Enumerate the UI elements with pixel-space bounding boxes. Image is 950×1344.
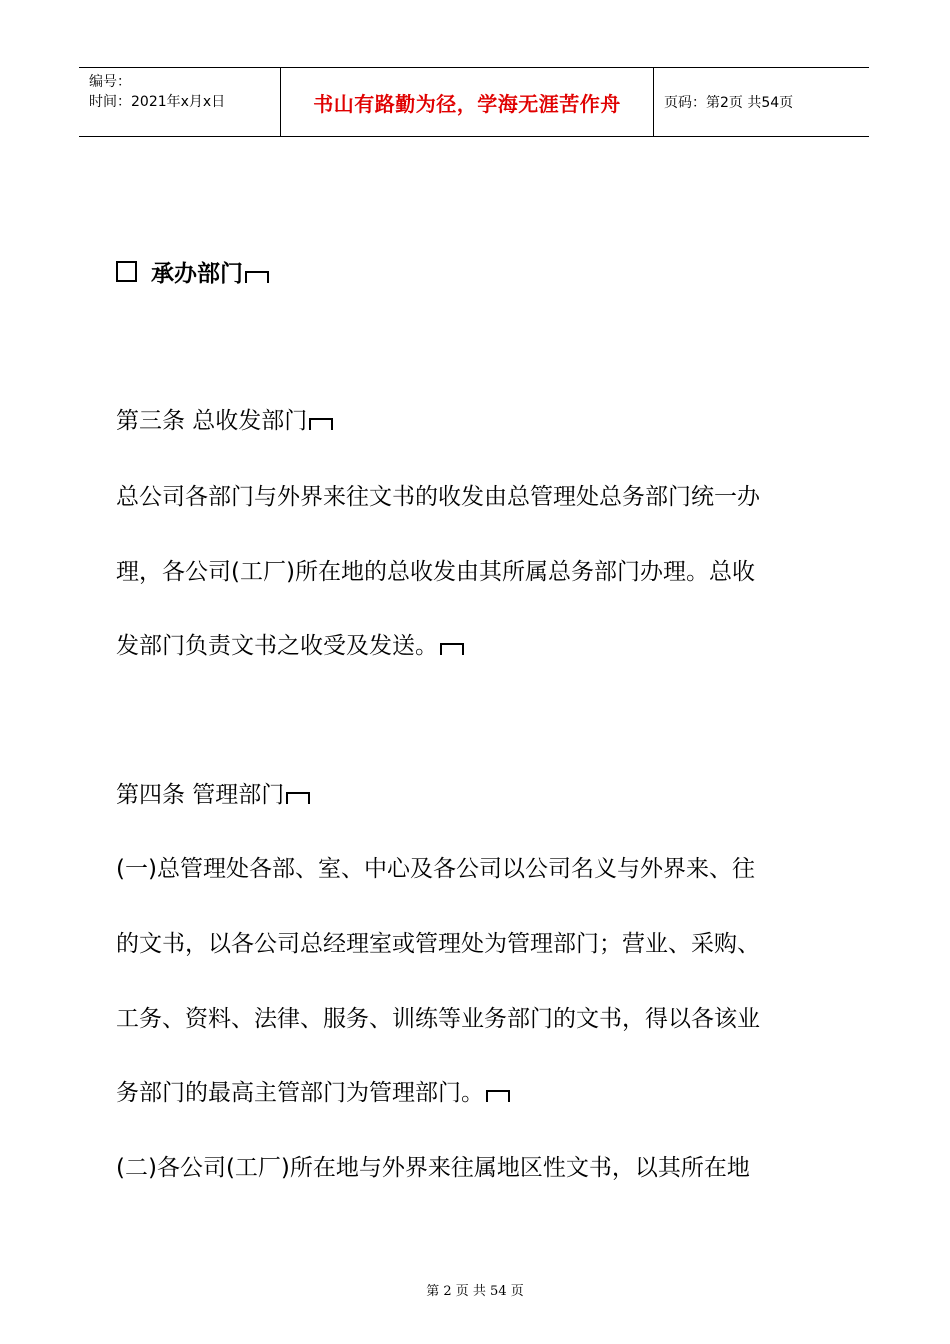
header-meta <box>89 72 225 112</box>
body-line: 总公司各部门与外界来往文书的收发由总管理处总务部门统一办 <box>116 484 760 510</box>
date-line: 时间：2021年x月x日 <box>89 94 226 110</box>
body-line <box>116 627 464 660</box>
serial-number-label: 编号： <box>89 74 131 90</box>
paragraph-mark-icon <box>309 418 333 430</box>
header-divider <box>653 68 654 136</box>
paragraph-mark-icon <box>245 271 269 283</box>
paragraph-mark-icon <box>440 643 464 655</box>
paragraph-mark-icon <box>286 792 310 804</box>
paragraph-mark-icon <box>486 1090 510 1102</box>
body-line: 理，各公司(工厂)所在地的总收发由其所属总务部门办理。总收 <box>116 559 755 585</box>
article-title-text: 第三条 总收发部门 <box>116 408 308 434</box>
section-heading-text: 承办部门 <box>151 261 243 287</box>
header-motto: 书山有路勤为径，学海无涯苦作舟 <box>313 91 621 116</box>
article-title <box>116 776 310 809</box>
body-line <box>116 1074 510 1107</box>
body-line-text: 务部门的最高主管部门为管理部门。 <box>116 1080 484 1106</box>
body-line: 工务、资料、法律、服务、训练等业务部门的文书，得以各该业 <box>116 1006 760 1032</box>
article-title-text: 第四条 管理部门 <box>116 782 285 808</box>
body-line: (一)总管理处各部、室、中心及各公司以公司名义与外界来、往 <box>116 856 755 882</box>
document-header <box>79 67 869 137</box>
body-line-text: 发部门负责文书之收受及发送。 <box>116 633 438 659</box>
section-heading <box>116 255 269 288</box>
checkbox-icon <box>116 261 137 282</box>
header-page-info: 页码：第2页 共54页 <box>664 95 794 111</box>
article-title <box>116 402 333 435</box>
page-footer: 第 2 页 共 54 页 <box>426 1284 524 1299</box>
body-line: 的文书，以各公司总经理室或管理处为管理部门；营业、采购、 <box>116 931 760 957</box>
body-line: (二)各公司(工厂)所在地与外界来往属地区性文书，以其所在地 <box>116 1155 750 1181</box>
